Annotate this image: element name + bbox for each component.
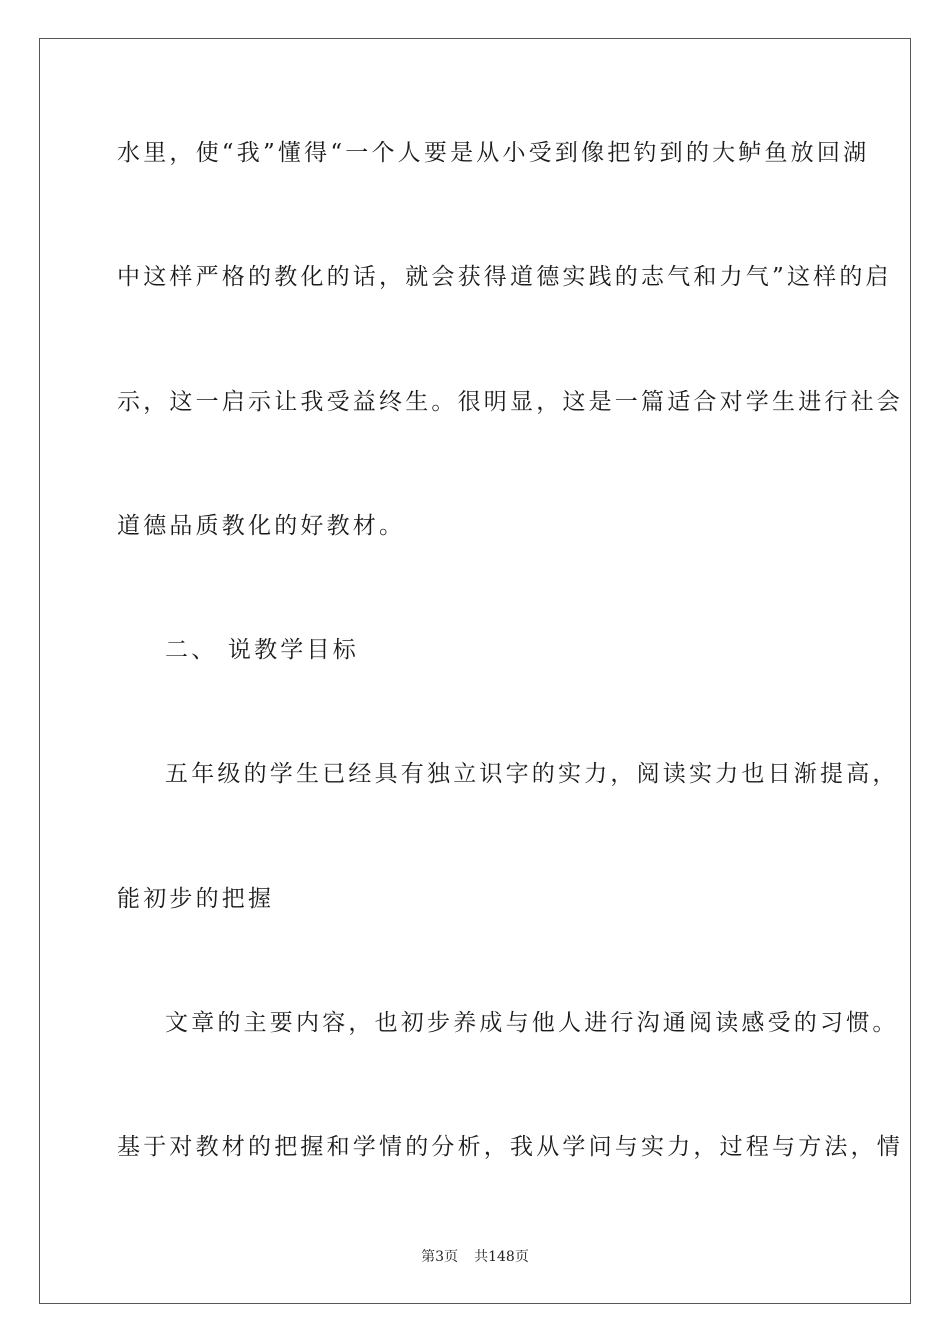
page-number: 第3页 <box>421 1249 459 1265</box>
section-heading: 二、 说教学目标 <box>165 637 359 663</box>
paragraph-line: 文章的主要内容，也初步养成与他人进行沟通阅读感受的习惯。 <box>165 1010 899 1036</box>
page-border <box>39 38 911 1304</box>
paragraph-line: 示，这一启示让我受益终生。很明显，这是一篇适合对学生进行社会 <box>117 389 903 415</box>
paragraph-line: 五年级的学生已经具有独立识字的实力，阅读实力也日渐提高， <box>165 761 899 787</box>
paragraph-line: 能初步的把握 <box>117 886 275 912</box>
page-total: 共148页 <box>474 1249 529 1265</box>
paragraph-line: 水里，使“我”懂得“一个人要是从小受到像把钓到的大鲈鱼放回湖 <box>117 140 870 166</box>
paragraph-line: 基于对教材的把握和学情的分析，我从学问与实力，过程与方法，情 <box>117 1134 903 1160</box>
page-footer <box>0 1248 950 1266</box>
paragraph-line: 中这样严格的教化的话，就会获得道德实践的志气和力气”这样的启 <box>117 264 892 290</box>
paragraph-line: 道德品质教化的好教材。 <box>117 513 406 539</box>
